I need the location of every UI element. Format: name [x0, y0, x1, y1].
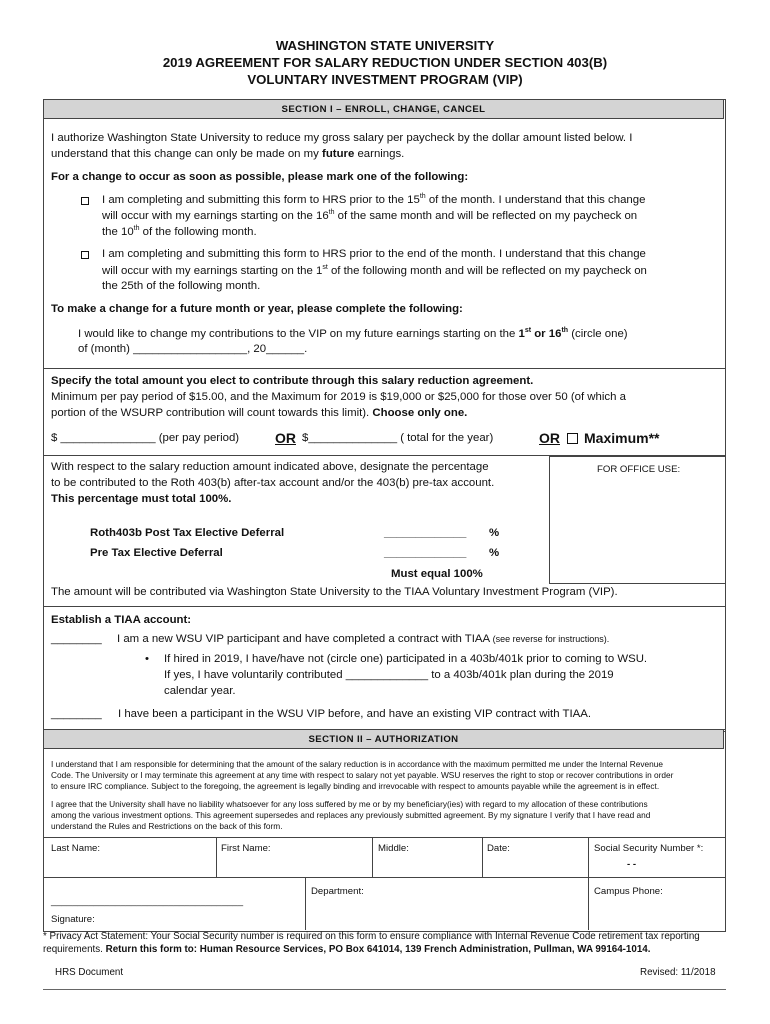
future-change-heading: To make a change for a future month or year, please complete the following: — [51, 303, 463, 315]
form-title-program: VOLUNTARY INVESTMENT PROGRAM (VIP) — [247, 72, 523, 87]
department-field[interactable]: Department: — [311, 886, 364, 897]
existing-participant-text: I have been a participant in the WSU VIP before, and have an existing VIP contract with TIAA. — [118, 708, 591, 720]
authorization-intro-line2: understand that this change can only be made on my future earnings. — [51, 148, 405, 160]
divider — [43, 606, 726, 607]
future-change-month-year-field[interactable]: of (month) __________________, 20______. — [78, 343, 308, 355]
section-2-header: SECTION II – AUTHORIZATION — [43, 729, 724, 749]
authorization-intro-line1: I authorize Washington State University to reduce my gross salary per paycheck by the dollar amount listed below. I — [51, 132, 633, 144]
option-15th-line3: the 10th of the following month. — [102, 225, 257, 238]
future-change-line1: I would like to change my contributions to the VIP on my future earnings starting on the 1st or 16th (circle one) — [78, 327, 628, 340]
circle-16th-option[interactable]: 16th — [548, 327, 569, 340]
option-15th-line1: I am completing and submitting this form to HRS prior to the 15th of the month. I understand that this change — [102, 193, 646, 206]
total-for-year-field[interactable]: $______________ ( total for the year) — [302, 432, 494, 444]
pretax-percent-field[interactable]: _____________ — [384, 547, 467, 559]
designation-line1: With respect to the salary reduction amount indicated above, designate the percentage — [51, 461, 489, 473]
liability-line3: understand the Rules and Restrictions on the back of this form. — [51, 821, 283, 831]
middle-name-field[interactable]: Middle: — [378, 843, 409, 854]
or-label-2: OR — [539, 430, 560, 446]
ssn-dashes: - - — [627, 859, 637, 870]
roth-label: Roth403b Post Tax Elective Deferral — [90, 527, 285, 539]
signature-line[interactable]: ____________________________________ — [51, 896, 244, 907]
divider — [216, 837, 217, 877]
asap-heading: For a change to occur as soon as possible, please mark one of the following: — [51, 171, 469, 183]
first-name-field[interactable]: First Name: — [221, 843, 271, 854]
privacy-statement-line1: * Privacy Act Statement: Your Social Security number is required on this form to ensure compliance with Internal Revenue Code retirement tax reporting — [43, 931, 700, 942]
last-name-field[interactable]: Last Name: — [51, 843, 101, 854]
section-1-header: SECTION I – ENROLL, CHANGE, CANCEL — [43, 99, 724, 119]
divider — [43, 837, 726, 838]
maximum-label: Maximum** — [584, 430, 660, 446]
option-15th-line2: will occur with my earnings starting on the 16th of the same month and will be reflected on my paycheck on — [102, 209, 638, 222]
divider — [43, 368, 726, 369]
amount-heading: Specify the total amount you elect to contribute through this salary reduction agreement. — [51, 375, 534, 387]
liability-line1: I agree that the University shall have no liability whatsoever for any loss suffered by me or by my beneficiary(ies) with regard to my allocation of these contributions — [51, 799, 648, 809]
per-pay-period-field[interactable]: $ _______________ (per pay period) — [51, 432, 240, 444]
privacy-statement-line2: requirements. Return this form to: Human Resource Services, PO Box 641014, 139 French Administration, Pullman, WA 99164-1014. — [43, 944, 651, 955]
document-name: HRS Document — [55, 967, 124, 978]
prior-plan-line1: If hired in 2019, I have/have not (circle one) participated in a 403b/401k prior to coming to WSU. — [164, 653, 648, 665]
responsibility-line2: Code. The University or I may terminate this agreement at any time with respect to salary not yet payable. WSU reserves the right to stop or recover contributions in order — [51, 770, 674, 780]
option-end-of-month-checkbox[interactable] — [81, 251, 89, 259]
roth-percent-field[interactable]: _____________ — [384, 527, 467, 539]
liability-line2: among the various investment options. This agreement supersedes and replaces any previously submitted agreement. By my signature I verify that I have read and — [51, 810, 651, 820]
roth-percent-sign: % — [489, 527, 500, 539]
amount-limits-line2: portion of the WSURP contribution will count towards this limit). Choose only one. — [51, 407, 468, 419]
amount-limits-line1: Minimum per pay period of $15.00, and the Maximum for 2019 is $19,000 or $25,000 for those over 50 (of which a — [51, 391, 626, 403]
prior-plan-line2[interactable]: If yes, I have voluntarily contributed _____________ to a 403b/401k plan during the 2019 — [164, 669, 614, 681]
date-field[interactable]: Date: — [487, 843, 510, 854]
tiaa-heading: Establish a TIAA account: — [51, 614, 192, 626]
form-title-agreement: 2019 AGREEMENT FOR SALARY REDUCTION UNDER SECTION 403(B) — [162, 55, 608, 70]
ssn-field[interactable]: Social Security Number *: — [594, 843, 704, 854]
circle-1st-option[interactable]: 1st — [518, 327, 532, 340]
divider — [372, 837, 373, 877]
responsibility-line1: I understand that I am responsible for determining that the amount of the salary reduction is in accordance with the maximum permitted me under the Internal Revenue — [51, 759, 663, 769]
signature-label: Signature: — [51, 914, 95, 925]
bullet-icon: • — [145, 653, 149, 665]
responsibility-line3: to ensure IRC compliance. Subject to the foregoing, the agreement is legally binding and irrevocable with respect to amounts payable while the agreement is in effect. — [51, 781, 660, 791]
form-title-university: WASHINGTON STATE UNIVERSITY — [275, 38, 495, 53]
office-use-box — [549, 456, 726, 584]
existing-participant-blank[interactable]: ________ — [51, 708, 102, 720]
prior-plan-line3: calendar year. — [164, 685, 236, 697]
designation-line2: to be contributed to the Roth 403(b) after-tax account and/or the 403(b) pre-tax account. — [51, 477, 495, 489]
option-15th-checkbox[interactable] — [81, 197, 89, 205]
pretax-percent-sign: % — [489, 547, 500, 559]
option-end-of-month-line3: the 25th of the following month. — [102, 280, 261, 292]
option-end-of-month-line1: I am completing and submitting this form to HRS prior to the end of the month. I understand that this change — [102, 248, 646, 260]
pretax-label: Pre Tax Elective Deferral — [90, 547, 223, 559]
maximum-checkbox[interactable] — [567, 433, 578, 444]
new-participant-blank[interactable]: ________ — [51, 633, 102, 645]
divider — [305, 877, 306, 930]
office-use-label: FOR OFFICE USE: — [597, 464, 681, 475]
must-equal-note: Must equal 100% — [391, 568, 483, 580]
new-participant-text: I am a new WSU VIP participant and have completed a contract with TIAA (see reverse for instructions). — [117, 633, 610, 645]
campus-phone-field[interactable]: Campus Phone: — [594, 886, 663, 897]
designation-total-note: This percentage must total 100%. — [51, 493, 232, 505]
divider — [43, 877, 726, 878]
option-end-of-month-line2: will occur with my earnings starting on the 1st of the following month and will be reflected on my paycheck on — [102, 264, 647, 277]
contribution-note: The amount will be contributed via Washington State University to the TIAA Voluntary Investment Program (VIP). — [51, 586, 618, 598]
divider — [482, 837, 483, 877]
revision-date: Revised: 11/2018 — [640, 967, 716, 978]
or-label-1: OR — [275, 430, 296, 446]
divider — [588, 837, 589, 930]
footer-rule — [43, 989, 726, 990]
